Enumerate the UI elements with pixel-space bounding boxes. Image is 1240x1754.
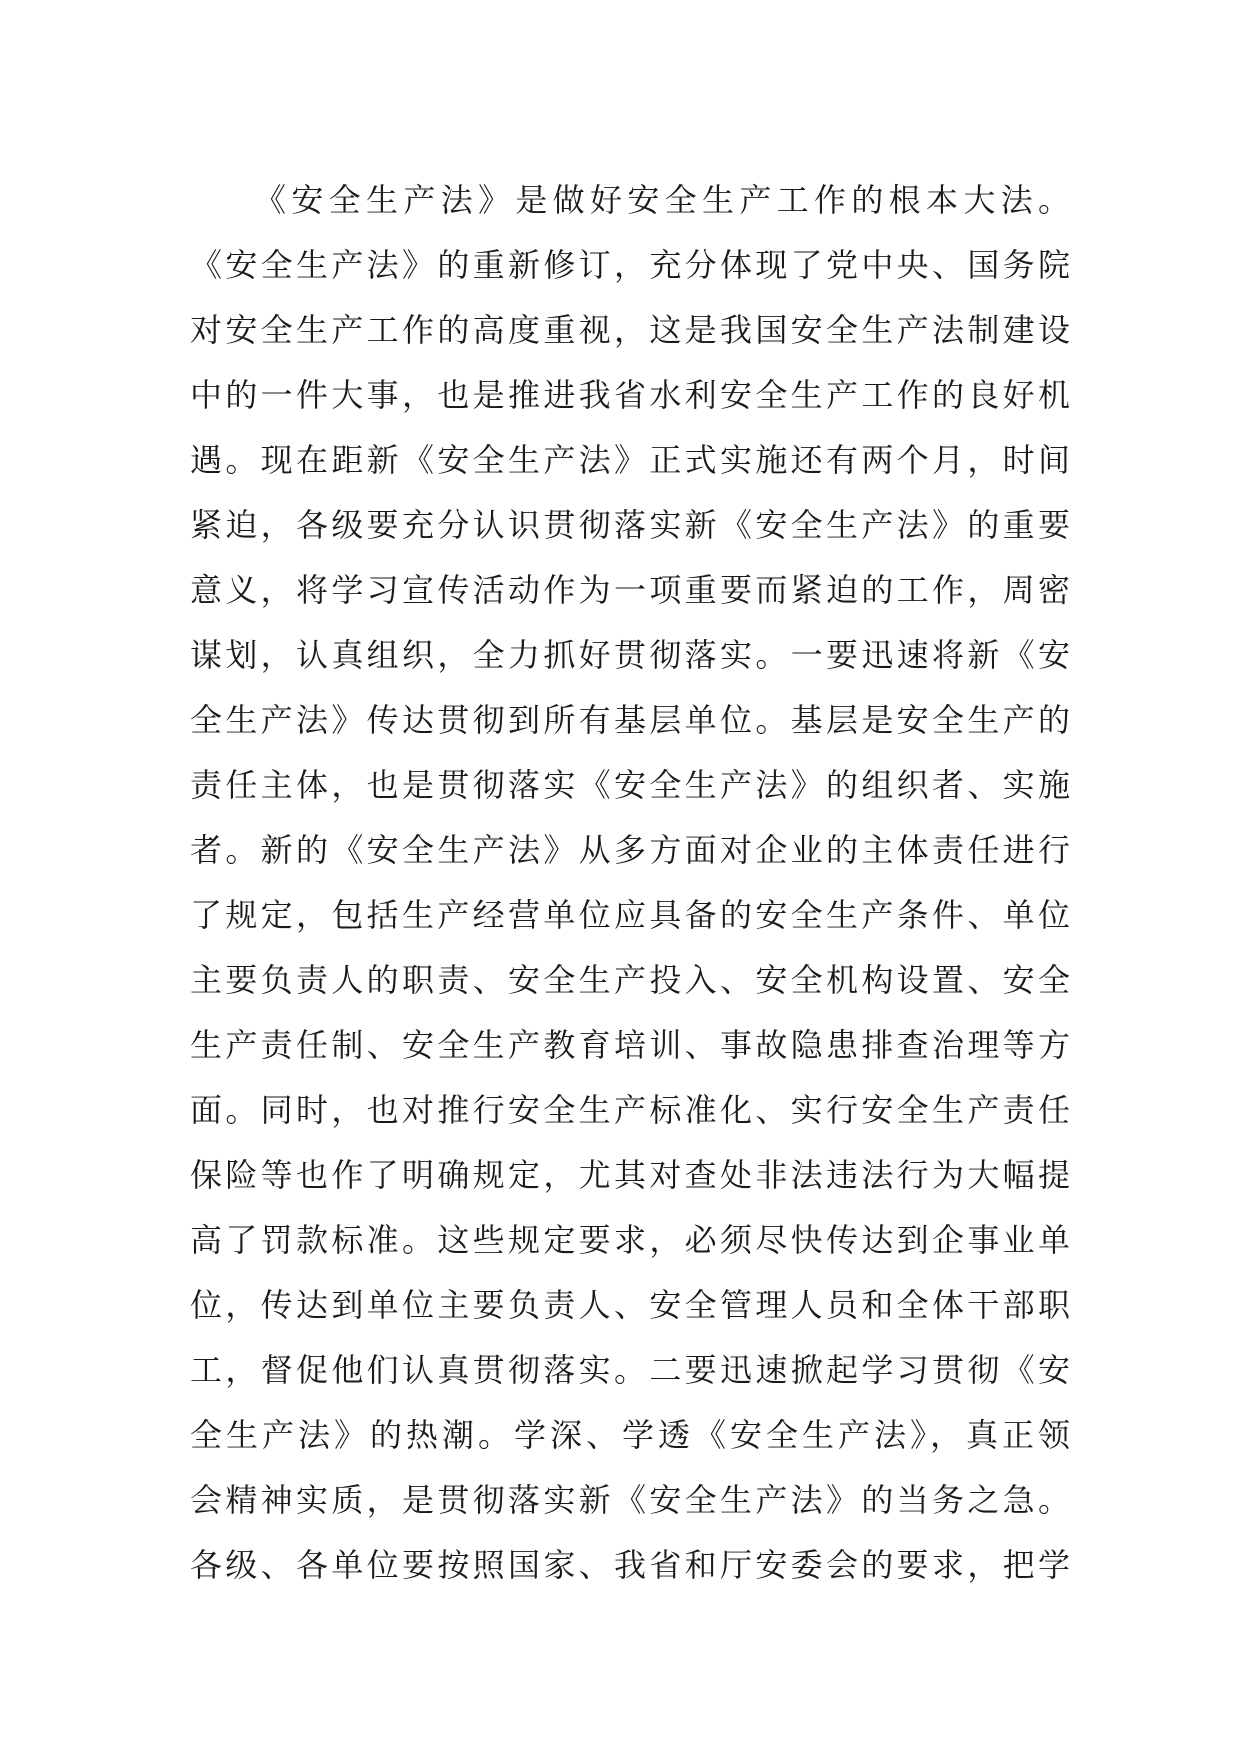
text-line: 高了罚款标准。这些规定要求，必须尽快传达到企事业单 [190, 1221, 1070, 1259]
text-line: 者。新的《安全生产法》从多方面对企业的主体责任进行 [190, 831, 1070, 869]
text-line: 紧迫，各级要充分认识贯彻落实新《安全生产法》的重要 [190, 506, 1070, 544]
text-line: 责任主体，也是贯彻落实《安全生产法》的组织者、实施 [190, 766, 1070, 804]
text-line: 《安全生产法》是做好安全生产工作的根本大法。 [254, 181, 1070, 219]
text-line: 保险等也作了明确规定，尤其对查处非法违法行为大幅提 [190, 1156, 1070, 1194]
text-line: 会精神实质，是贯彻落实新《安全生产法》的当务之急。 [190, 1481, 1070, 1519]
text-line: 意义，将学习宣传活动作为一项重要而紧迫的工作，周密 [190, 571, 1070, 609]
text-line: 生产责任制、安全生产教育培训、事故隐患排查治理等方 [190, 1026, 1070, 1064]
text-line: 各级、各单位要按照国家、我省和厅安委会的要求，把学 [190, 1546, 1070, 1584]
text-line: 对安全生产工作的高度重视，这是我国安全生产法制建设 [190, 311, 1070, 349]
text-line: 主要负责人的职责、安全生产投入、安全机构设置、安全 [190, 961, 1070, 999]
text-line: 全生产法》传达贯彻到所有基层单位。基层是安全生产的 [190, 701, 1070, 739]
text-line: 中的一件大事，也是推进我省水利安全生产工作的良好机 [190, 376, 1070, 414]
text-line: 《安全生产法》的重新修订，充分体现了党中央、国务院 [190, 246, 1070, 284]
text-line: 全生产法》的热潮。学深、学透《安全生产法》，真正领 [190, 1416, 1070, 1454]
text-line: 工，督促他们认真贯彻落实。二要迅速掀起学习贯彻《安 [190, 1351, 1070, 1389]
text-line: 了规定，包括生产经营单位应具备的安全生产条件、单位 [190, 896, 1070, 934]
text-line: 面。同时，也对推行安全生产标准化、实行安全生产责任 [190, 1091, 1070, 1129]
text-line: 谋划，认真组织，全力抓好贯彻落实。一要迅速将新《安 [190, 636, 1070, 674]
text-line: 位，传达到单位主要负责人、安全管理人员和全体干部职 [190, 1286, 1070, 1324]
text-line: 遇。现在距新《安全生产法》正式实施还有两个月，时间 [190, 441, 1070, 479]
body-paragraph [190, 168, 1070, 1598]
